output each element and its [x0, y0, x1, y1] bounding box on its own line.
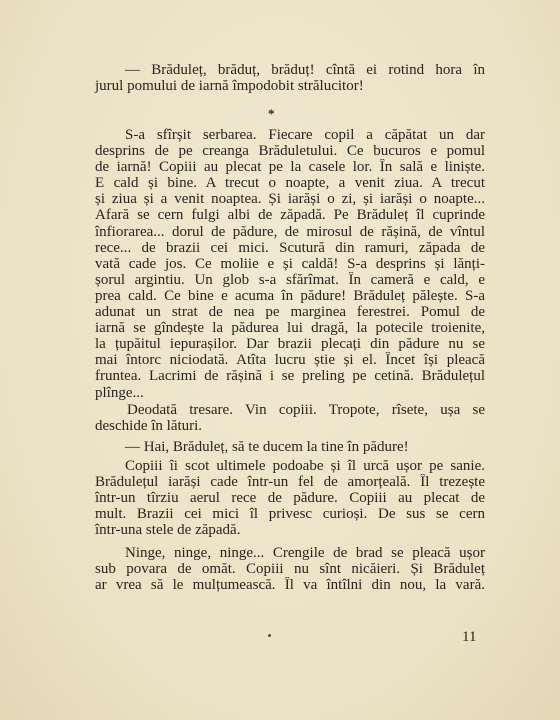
text-line: rece... de brazii cei mici. Scutură din ramuri, zăpada de: [95, 239, 485, 256]
opening-dialogue: [95, 62, 485, 94]
text-line: S-a sfîrșit serbarea. Fiecare copil a căpătat un dar: [125, 127, 485, 143]
text-line: E cald și bine. A trecut o noapte, a venit ziua. A trecut: [95, 175, 485, 192]
text-line: desprins de pe creanga Brăduletului. Ce bucuros e pomul: [95, 143, 485, 160]
text-line: la țupăitul iepurașilor. Dar brazii plecați din pădure nu se: [95, 336, 485, 353]
text-line: Copiii îi scot ultimele podoabe și îl urcă ușor pe sanie.: [125, 458, 485, 474]
paragraph-4: [95, 458, 485, 538]
text-line: fruntea. Lacrimi de rășină i se preling pe cetină. Brădulețul: [95, 368, 485, 385]
text-line: plînge...: [95, 384, 144, 401]
paragraph-3: [95, 439, 485, 455]
text-line: Afară se cern fulgi albi de zăpadă. Pe Brăduleț îl cuprinde: [95, 207, 485, 224]
text-line: prea cald. Ce bine e acuma în pădure! Brăduleț pălește. S-a: [95, 287, 485, 304]
text-line: mai întorc niciodată. Atîta lucru știe și el. Încet își pleacă: [95, 352, 485, 369]
paragraph-5: [95, 545, 485, 593]
text-line: iarnă se gîndește la pădurea lui dragă, la potecile troienite,: [95, 320, 485, 337]
text-line: Deodată tresare. Vin copiii. Tropote, rîsete, ușa se: [127, 402, 485, 418]
text-line: deschide în lături.: [95, 418, 203, 435]
section-separator: *: [268, 106, 275, 121]
text-line: Ninge, ninge, ninge... Crengile de brad se pleacă ușor: [125, 545, 485, 561]
text-line: Brădulețul iarăși cade într-un fel de amorțeală. Îl trezește: [95, 474, 485, 491]
text-line: ar vrea să le mulțumească. Îl va întîlni din nou, la vară.: [95, 577, 485, 594]
print-speck: [268, 634, 271, 637]
text-line: mult. Brazii cei mici îl privesc curioși. De sus se cern: [95, 506, 485, 523]
text-line: într-una stele de zăpadă.: [95, 522, 241, 539]
text-line: într-un tîrziu aerul rece de pădure. Copiii au plecat de: [95, 490, 485, 507]
text-line: vată cade jos. Ce moliie e și caldă! S-a desprins și lănți-: [95, 255, 485, 272]
text-line: șorul argintiu. Un glob s-a sfărîmat. În cameră e cald, e: [95, 271, 485, 288]
text-line: sub povara de omăt. Copiii nu sînt nicăieri. Și Brăduleț: [95, 561, 485, 578]
text-line: — Brăduleț, brăduț, brăduț! cîntă ei rotind hora în: [125, 62, 485, 78]
text-line: și ziua și a venit noaptea. Și iarăși o zi, și iarăși o noapte...: [95, 191, 485, 208]
text-line: jurul pomului de iarnă împodobit strălucitor!: [95, 78, 364, 95]
page-number: 11: [462, 629, 477, 645]
paragraph-2: [95, 402, 485, 434]
text-line: adunat un strat de nea pe marginea ferestrei. Pomul de: [95, 304, 485, 321]
text-line: înfiorarea... dorul de pădure, de mirosul de rășină, de vîntul: [95, 223, 485, 240]
paragraph-1: [95, 127, 485, 401]
text-line: de iarnă! Copiii au plecat pe la casele lor. În sală e liniște.: [95, 159, 485, 176]
text-line: — Hai, Brăduleț, să te ducem la tine în pădure!: [125, 439, 409, 455]
